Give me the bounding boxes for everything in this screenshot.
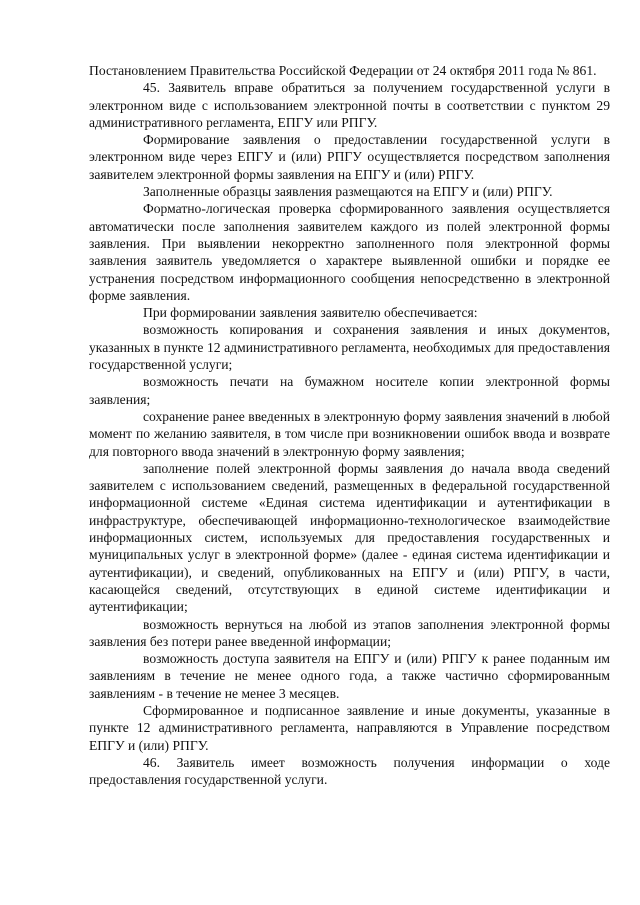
paragraph-46: 46. Заявитель имеет возможность получения информации о ходе предоставления государственной услуги. <box>89 754 610 788</box>
paragraph-continuation: Постановлением Правительства Российской Федерации от 24 октября 2011 года № 861. <box>89 63 597 78</box>
list-item-return-stage: возможность вернуться на любой из этапов заполнения электронной формы заявления без потери ранее введенной информации; <box>89 616 610 649</box>
paragraph-format-check: Форматно-логическая проверка сформированного заявления осуществляется автоматически после заполнения заявителем каждого из полей электронной формы заявления. При выявлении некорректно заполненного поля электронной формы заявления заявитель уведомляется о характере выявленной ошибки и порядке ее устранения посредством информационного сообщения непосредственно в электронной форме заявления. <box>89 201 610 303</box>
list-item-copy-save: возможность копирования и сохранения заявления и иных документов, указанных в пункте 12 административного регламента, необходимых для предоставления государственной услуги; <box>89 322 610 373</box>
list-item-access-history: возможность доступа заявителя на ЕПГУ и (или) РПГУ к ранее поданным им заявлениям в течение не менее одного года, а также частично сформированным заявлениям - в течение не менее 3 месяцев. <box>89 651 610 701</box>
paragraph-45: 45. Заявитель вправе обратиться за получением государственной услуги в электронном виде с использованием электронной почты в соответствии с пунктом 29 административного регламента, ЕПГУ или РПГУ. <box>89 80 610 130</box>
document-page <box>89 62 610 788</box>
paragraph-form-creation: Формирование заявления о предоставлении государственной услуги в электронном виде через ЕПГУ и (или) РПГУ осуществляется посредством заполнения заявителем электронной формы заявления на ЕПГУ и (или) РПГУ. <box>89 132 610 182</box>
list-item-autofill: заполнение полей электронной формы заявления до начала ввода сведений заявителем с использованием сведений, размещенных в федеральной государственной информационной системе «Единая система идентификации и аутентификации в инфраструктуре, обеспечивающей информационно-технологическое взаимодействие информационных систем, используемых для предоставления государственных и муниципальных услуг в электронной форме» (далее - единая система идентификации и аутентификации), и сведений, опубликованных на ЕПГУ и (или) РПГУ, в части, касающейся сведений, отсутствующих в единой системе идентификации и аутентификации; <box>89 460 610 615</box>
list-item-save-values: сохранение ранее введенных в электронную форму заявления значений в любой момент по желанию заявителя, в том числе при возникновении ошибок ввода и возврате для повторного ввода значений в электронную форму заявления; <box>89 408 610 459</box>
paragraph-provisions-intro: При формировании заявления заявителю обеспечивается: <box>143 305 478 321</box>
paragraph-submission: Сформированное и подписанное заявление и иные документы, указанные в пункте 12 административного регламента, направляются в Управление посредством ЕПГУ и (или) РПГУ. <box>89 702 610 753</box>
list-item-print: возможность печати на бумажном носителе копии электронной формы заявления; <box>89 374 610 407</box>
paragraph-samples: Заполненные образцы заявления размещаются на ЕПГУ и (или) РПГУ. <box>143 184 553 200</box>
